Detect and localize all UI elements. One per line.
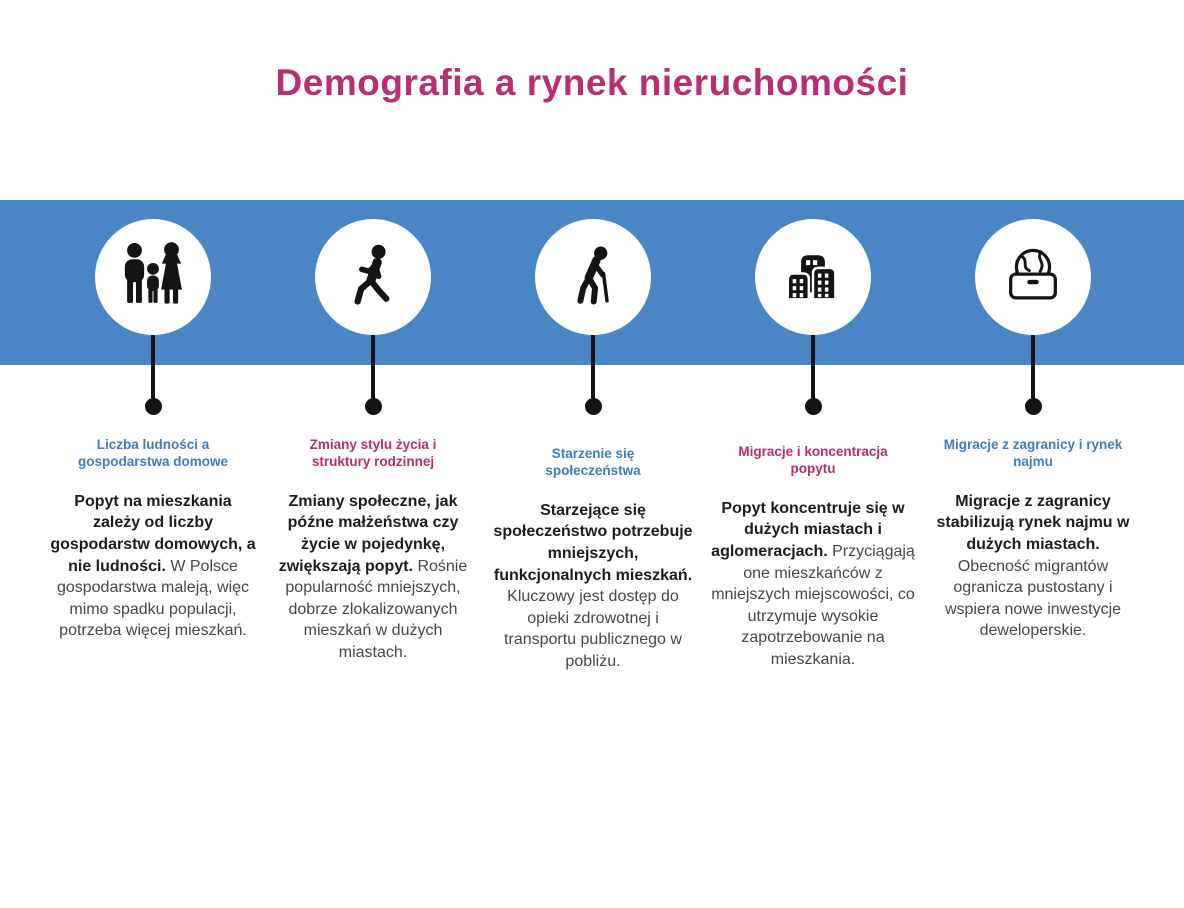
connector-line bbox=[811, 335, 815, 398]
heading-line: Starzenie się bbox=[551, 446, 635, 461]
column-heading bbox=[918, 437, 1148, 471]
heading-line: popytu bbox=[790, 460, 836, 476]
column-heading bbox=[38, 437, 268, 471]
body-detail: Obecność migrantów ogranicza pustostany i wspiera nowe inwestycje deweloperskie. bbox=[944, 557, 1122, 640]
heading-line: Migracje i koncentracja bbox=[738, 444, 888, 459]
connector-dot bbox=[805, 398, 822, 415]
connector-line bbox=[1031, 335, 1035, 398]
body-detail: Przyciągają one mieszkańców z mniejszych miejscowości, co utrzymuje wysokie zapotrzebowanie na mieszkania. bbox=[711, 542, 915, 668]
column-body bbox=[929, 491, 1137, 642]
connector-dot bbox=[1025, 398, 1042, 415]
family-icon bbox=[116, 240, 190, 314]
heading-line: Migracje z zagranicy i rynek bbox=[943, 437, 1123, 452]
body-lead: Popyt koncentruje się w dużych miastach i aglomeracjach. bbox=[711, 499, 905, 560]
body-detail: W Polsce gospodarstwa maleją, więc mimo spadku populacji, potrzeba więcej mieszkań. bbox=[56, 557, 250, 640]
body-lead: Migracje z zagranicy stabilizują rynek najmu w dużych miastach. bbox=[936, 492, 1130, 553]
column-heading bbox=[478, 446, 708, 480]
icon-circle bbox=[755, 219, 871, 335]
column-body bbox=[49, 491, 257, 642]
heading-line: najmu bbox=[1013, 453, 1053, 469]
timeline-column-migration-cities bbox=[698, 219, 928, 671]
heading-line: Zmiany stylu życia i bbox=[309, 437, 437, 452]
elderly-person-icon bbox=[558, 242, 628, 312]
body-detail: Kluczowy jest dostęp do opieki zdrowotnej i transportu publicznego w pobliżu. bbox=[504, 588, 682, 670]
column-heading bbox=[698, 444, 928, 478]
city-buildings-icon bbox=[778, 242, 848, 312]
body-lead: Starzejące się społeczeństwo potrzebuje mniejszych, funkcjonalnych mieszkań. bbox=[493, 501, 693, 584]
timeline-column-lifestyle bbox=[258, 219, 488, 664]
connector-dot bbox=[585, 398, 602, 415]
column-body bbox=[709, 498, 917, 671]
column-body bbox=[489, 500, 697, 673]
heading-line: struktury rodzinnej bbox=[311, 453, 435, 469]
connector-line bbox=[591, 335, 595, 398]
heading-line: społeczeństwa bbox=[545, 462, 641, 478]
travel-case-globe-icon bbox=[997, 241, 1069, 313]
body-detail: Rośnie popularność mniejszych, dobrze zlokalizowanych mieszkań w dużych miastach. bbox=[285, 557, 468, 661]
page-title: Demografia a rynek nieruchomości bbox=[275, 62, 909, 103]
connector-line bbox=[151, 335, 155, 398]
timeline-column-aging bbox=[478, 219, 708, 673]
icon-circle bbox=[315, 219, 431, 335]
icon-circle bbox=[535, 219, 651, 335]
icon-circle bbox=[975, 219, 1091, 335]
body-lead: Popyt na mieszkania zależy od liczby gospodarstw domowych, a nie ludności. bbox=[50, 492, 256, 575]
connector-dot bbox=[145, 398, 162, 415]
connector-dot bbox=[365, 398, 382, 415]
heading-line: Liczba ludności a bbox=[96, 437, 210, 452]
column-heading bbox=[258, 437, 488, 471]
heading-line: gospodarstwa domowe bbox=[77, 453, 229, 469]
body-lead: Zmiany społeczne, jak późne małżeństwa czy życie w pojedynkę, zwiększają popyt. bbox=[278, 492, 459, 575]
timeline-column-foreign-migration bbox=[918, 219, 1148, 642]
connector-line bbox=[371, 335, 375, 398]
column-body bbox=[269, 491, 477, 664]
timeline-column-households bbox=[38, 219, 268, 642]
icon-circle bbox=[95, 219, 211, 335]
walking-person-icon bbox=[338, 242, 408, 312]
